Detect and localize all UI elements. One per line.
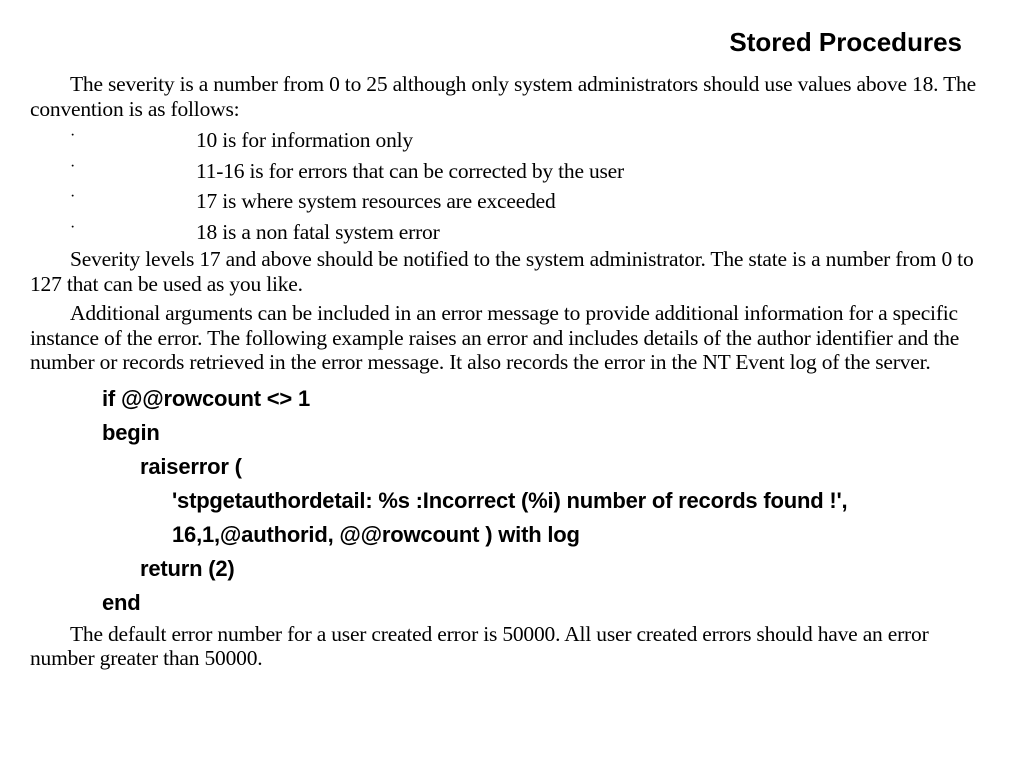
list-item [30,186,980,217]
code-line: 16,1,@authorid, @@rowcount ) with log [172,521,580,547]
code-line: return (2) [140,555,235,581]
list-item [30,156,980,187]
list-item-text: 10 is for information only [196,128,413,152]
code-line: end [102,589,141,615]
code-line: if @@rowcount <> 1 [102,385,310,411]
bullet-marker: · [70,188,76,205]
list-item-text: 17 is where system resources are exceeded [196,189,556,213]
severity-list [30,125,980,247]
severity-paragraph: Severity levels 17 and above should be notified to the system administrator. The state is a number from 0 to 127 that can be used as you like. [30,247,974,296]
bullet-marker: · [70,218,76,236]
bullet-marker: · [70,157,76,175]
list-item [30,125,980,156]
list-item [30,217,980,248]
list-item-text: 18 is a non fatal system error [196,219,440,244]
slide-title: Stored Procedures [729,27,962,57]
code-line: begin [102,419,160,445]
slide-body [30,72,980,671]
bullet-marker: · [70,127,76,144]
code-block [30,382,980,620]
intro-paragraph: The severity is a number from 0 to 25 although only system administrators should use values above 18. The convention is as follows: [30,72,976,121]
code-line: 'stpgetauthordetail: %s :Incorrect (%i) number of records found !', [172,487,848,513]
closing-paragraph: The default error number for a user created error is 50000. All user created errors should have an error number greater than 50000. [30,621,929,670]
list-item-text: 11-16 is for errors that can be corrected by the user [196,158,624,183]
arguments-paragraph: Additional arguments can be included in an error message to provide additional information for a specific instance of the error. The following example raises an error and includes details of the author identifier and the number or records retrieved in the error message. It also records the error in the NT Event log of the server. [30,301,960,374]
code-line: raiserror ( [140,453,242,479]
